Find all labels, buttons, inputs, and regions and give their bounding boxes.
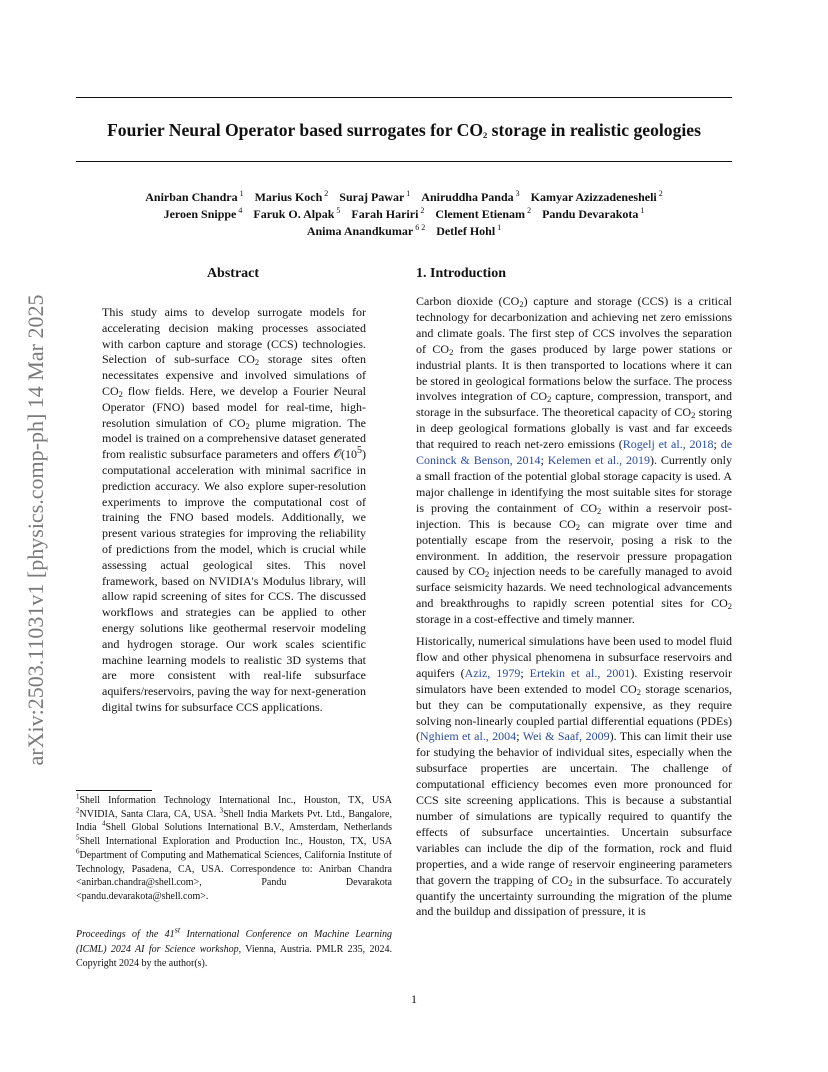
abstract-heading: Abstract	[206, 266, 260, 281]
author: Farah Hariri $^2$	[351, 206, 425, 221]
title-bottom-rule	[76, 161, 732, 162]
author: Kamyar Azizzadenesheli $^2$	[530, 189, 663, 204]
author: Jeroen Snippe $^4$	[163, 206, 243, 221]
author: Aniruddha Panda $^3$	[421, 189, 520, 204]
paper-title: Fourier Neural Operator based surrogates for $CO_2$ storage in realistic geologies	[107, 120, 701, 140]
author: Clement Etienam $^2$	[435, 206, 532, 221]
arxiv-identifier: arXiv:2503.11031v1 [physics.comp-ph] 14 Mar 2025	[23, 294, 48, 766]
author: Anirban Chandra $^1$	[145, 189, 244, 204]
top-rule	[76, 97, 732, 98]
proceedings-note: Proceedings of the 41st International Conference on Machine Learning (ICML) 2024 AI for Science workshop, Vienna, Austria. PMLR 235, 2024. Copyright 2024 by the author(s).	[76, 925, 393, 969]
introduction-body	[416, 294, 732, 926]
author: Marius Koch $^2$	[254, 189, 329, 204]
intro-paragraph: Carbon dioxide $(CO_2)$ capture and storage (CCS) is a critical technology for decarbonization and achieving net zero emissions and climate goals. The first step of CCS involves the separation of $CO_2$ from the gases produced by large power stations or industrial plants. It is then transported to locations where it can be stored in geological formations below the surface. The process involves integration of $CO_2$ capture, compression, transport, and storage in the subsurface. The theoretical capacity of $CO_2$ storing in deep geological formations globally is vast and far exceeds that required to reach net-zero emissions (Rogelj et al., 2018; de Coninck & Benson, 2014; Kelemen et al., 2019). Currently only a small fraction of the potential global storage capacity is used. A major challenge in identifying the most suitable sites for storage is proving the containment of $CO_2$ within a reservoir post-injection. This is because $CO_2$ can migrate over time and potentially escape from the reservoir, posing a risk to the environment. In addition, the reservoir pressure propagation caused by $CO_2$ injection needs to be carefully managed to avoid surface seismicity hazards. We need technological advancements and breakthroughs to rapidly screen potential sites for $CO_2$ storage in a cost-effective and timely manner.	[416, 294, 733, 627]
author: Pandu Devarakota $^1$	[542, 206, 645, 221]
author-line-2	[76, 206, 732, 223]
author-line-3	[76, 223, 732, 240]
affiliations-footnote: $^1$Shell Information Technology International Inc., Houston, TX, USA $^2$NVIDIA, Santa Clara, CA, USA. $^3$Shell India Markets Pvt. Ltd., Bangalore, India $^4$Shell Global Solutions International B.V., Amsterdam, Netherlands $^5$Shell International Exploration and Production Inc., Houston, TX, USA $^6$Department of Computing and Mathematical Sciences, California Institute of Technology, Pasadena, CA, USA. Correspondence to: Anirban Chandra <anirban.chandra@shell.com>, Pandu Devarakota <pandu.devarakota@shell.com>.	[76, 792, 392, 902]
page-number: 1	[411, 992, 417, 1006]
introduction-heading: 1. Introduction	[416, 266, 506, 281]
author-line-1	[76, 189, 732, 206]
footnote-rule	[76, 790, 152, 791]
intro-paragraph: Historically, numerical simulations have been used to model fluid flow and other physical phenomena in subsurface reservoirs and aquifers (Aziz, 1979; Ertekin et al., 2001). Existing reservoir simulators have been extended to model $CO_2$ storage scenarios, but they can be computationally expensive, as they require solving non-linearly coupled partial differential equations (PDEs) (Nghiem et al., 2004; Wei & Saaf, 2009). This can limit their use for studying the behavior of individual sites, especially when the subsurface properties are uncertain. The challenge of computational efficiency becomes even more pronounced for CCS site screening applications. This is because a substantial number of simulations are typically required to quantify the effects of subsurface uncertainties. Uncertain subsurface variables can include the dip of the formation, rock and fluid properties, and a wide range of reservoir engineering parameters that govern the trapping of $CO_2$ in the subsurface. To accurately quantify the uncertainty surrounding the migration of the plume and the buildup and dissipation of pressure, it is	[416, 634, 733, 919]
author-list	[76, 189, 732, 240]
author: Detlef Hohl $^1$	[436, 223, 502, 238]
author: Faruk O. Alpak $^5$	[253, 206, 341, 221]
author: Suraj Pawar $^1$	[339, 189, 411, 204]
author: Anima Anandkumar $^{6 2}$	[306, 223, 426, 238]
abstract-text: This study aims to develop surrogate models for accelerating decision making processes associated with carbon capture and storage (CCS) technologies. Selection of sub-surface $CO_2$ storage sites often necessitates expensive and involved simulations of $CO_2$ flow fields. Here, we develop a Fourier Neural Operator (FNO) based model for real-time, high-resolution simulation of $CO_2$ plume migration. The model is trained on a comprehensive dataset generated from realistic subsurface parameters and offers $𝒪(10^5)$ computational acceleration with minimal sacrifice in prediction accuracy. We also explore super-resolution experiments to improve the computational cost of training the FNO based models. Additionally, we present various strategies for improving the reliability of predictions from the model, which is crucial while assessing actual geological sites. This novel framework, based on NVIDIA's Modulus library, will allow rapid screening of sites for CCS. The discussed workflows and strategies can be applied to other energy solutions like geothermal reservoir modeling and hydrogen storage. Our work scales scientific machine learning models to realistic 3D systems that are more consistent with real-life subsurface aquifers/reservoirs, paving the way for next-generation digital twins for subsurface CCS applications.	[102, 305, 367, 714]
